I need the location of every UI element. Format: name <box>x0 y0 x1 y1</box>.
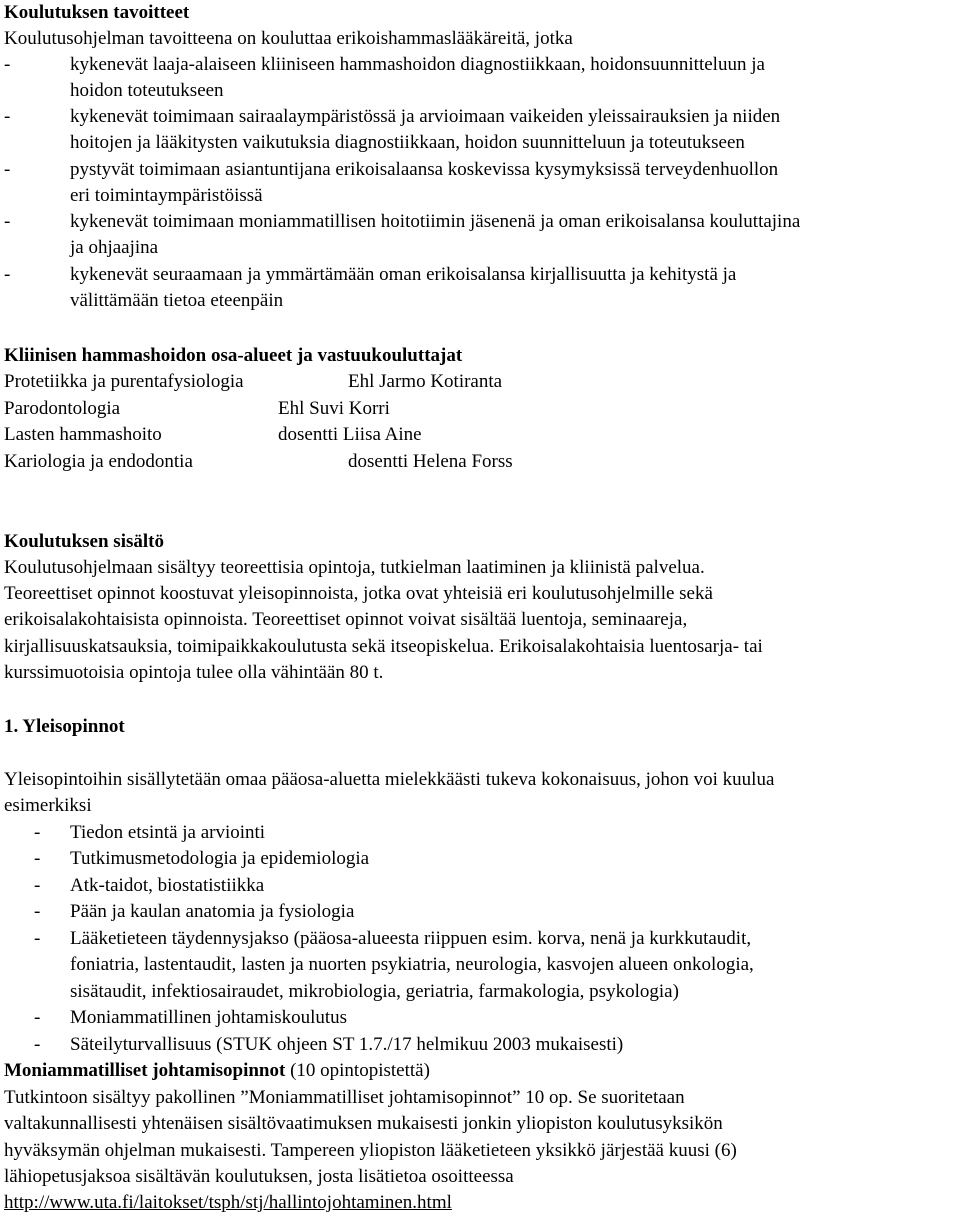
bullet-dash: - <box>4 159 11 180</box>
goal-item-2-line-2: hoitojen ja lääkitysten vaikutuksia diagnostiikkaan, hoidon suunnitteluun ja toteutukseen <box>70 132 745 153</box>
bullet-dash: - <box>4 54 11 75</box>
heading-koulutuksen-tavoitteet: Koulutuksen tavoitteet <box>4 2 190 23</box>
johtamisopinnot-heading <box>4 1058 430 1084</box>
bullet-dash: - <box>4 106 11 127</box>
area-person: Ehl Jarmo Kotiranta <box>348 371 503 392</box>
sisalto-paragraph-line: Koulutusohjelmaan sisältyy teoreettisia opintoja, tutkielman laatiminen ja kliinistä palvelua. <box>4 557 705 578</box>
course-item: Moniammatillinen johtamiskoulutus <box>70 1007 348 1028</box>
goal-item-4-line-2: ja ohjaajina <box>70 237 159 258</box>
uta-link[interactable]: http://www.uta.fi/laitokset/tsph/stj/hallintojohtaminen.html <box>4 1192 452 1213</box>
goal-item-2-line-1: kykenevät toimimaan sairaalaympäristössä ja arvioimaan vaikeiden yleissairauksien ja niiden <box>70 106 781 127</box>
sisalto-paragraph-line: Teoreettiset opinnot koostuvat yleisopinnoista, jotka ovat yhteisiä eri koulutusohjelmille sekä <box>4 583 713 604</box>
course-item: Atk-taidot, biostatistiikka <box>70 875 265 896</box>
bullet-dash: - <box>34 928 41 949</box>
course-item: Pään ja kaulan anatomia ja fysiologia <box>70 901 355 922</box>
bullet-dash: - <box>34 1007 41 1028</box>
goal-item-5-line-2: välittämään tietoa eteenpäin <box>70 290 284 311</box>
bullet-dash: - <box>34 901 41 922</box>
heading-koulutuksen-sisalto: Koulutuksen sisältö <box>4 531 164 552</box>
bullet-dash: - <box>34 1034 41 1055</box>
goal-item-1-line-2: hoidon toteutukseen <box>70 80 224 101</box>
yleisopinnot-intro-line: esimerkiksi <box>4 795 92 816</box>
bullet-dash: - <box>34 822 41 843</box>
johtamisopinnot-title: Moniammatilliset johtamisopinnot <box>4 1060 286 1081</box>
bullet-dash: - <box>34 848 41 869</box>
course-item-line-1: Lääketieteen täydennysjakso (pääosa-alueesta riippuen esim. korva, nenä ja kurkkutaudit, <box>70 928 752 949</box>
johtamisopinnot-paragraph-line: Tutkintoon sisältyy pakollinen ”Moniammatilliset johtamisopinnot” 10 op. Se suoritetaan <box>4 1087 685 1108</box>
area-person: dosentti Liisa Aine <box>278 424 422 445</box>
johtamisopinnot-paragraph-line: hyväksymän ohjelman mukaisesti. Tampereen yliopiston lääketieteen yksikkö järjestää kuusi (6) <box>4 1140 737 1161</box>
sisalto-paragraph-line: kirjallisuuskatsauksia, toimipaikkakoulutusta sekä itseopiskelua. Erikoisalakohtaisia luentosarja- tai <box>4 636 763 657</box>
area-name: Protetiikka ja purentafysiologia <box>4 371 244 392</box>
heading-osa-alueet: Kliinisen hammashoidon osa-alueet ja vastuukouluttajat <box>4 345 463 366</box>
area-name: Kariologia ja endodontia <box>4 451 193 472</box>
tavoitteet-intro: Koulutusohjelman tavoitteena on kouluttaa erikoishammaslääkäreitä, jotka <box>4 28 573 49</box>
goal-item-3-line-2: eri toimintaympäristöissä <box>70 185 263 206</box>
area-name: Lasten hammashoito <box>4 424 162 445</box>
course-item: Tutkimusmetodologia ja epidemiologia <box>70 848 370 869</box>
sisalto-paragraph-line: kurssimuotoisia opintoja tulee olla vähintään 80 t. <box>4 662 384 683</box>
course-item-line-3: sisätaudit, infektiosairaudet, mikrobiologia, geriatria, farmakologia, psykologia) <box>70 981 679 1002</box>
goal-item-4-line-1: kykenevät toimimaan moniammatillisen hoitotiimin jäsenenä ja oman erikoisalansa kouluttajina <box>70 211 801 232</box>
bullet-dash: - <box>34 875 41 896</box>
goal-item-5-line-1: kykenevät seuraamaan ja ymmärtämään oman erikoisalansa kirjallisuutta ja kehitystä ja <box>70 264 737 285</box>
yleisopinnot-intro-line: Yleisopintoihin sisällytetään omaa pääosa-aluetta mielekkäästi tukeva kokonaisuus, johon voi kuulua <box>4 769 775 790</box>
area-name: Parodontologia <box>4 398 121 419</box>
area-person: dosentti Helena Forss <box>348 451 513 472</box>
johtamisopinnot-paragraph-line: lähiopetusjaksoa sisältävän koulutuksen, josta lisätietoa osoitteessa <box>4 1166 514 1187</box>
area-person: Ehl Suvi Korri <box>278 398 390 419</box>
goal-item-1-line-1: kykenevät laaja-alaiseen kliiniseen hammashoidon diagnostiikkaan, hoidonsuunnitteluun ja <box>70 54 765 75</box>
bullet-dash: - <box>4 264 11 285</box>
johtamisopinnot-paragraph-line: valtakunnallisesti yhtenäisen sisältövaatimuksen mukaisesti jonkin yliopiston koulutusyksikön <box>4 1113 723 1134</box>
course-item-line-2: foniatria, lastentaudit, lasten ja nuorten psykiatria, neurologia, kasvojen alueen onkologia, <box>70 954 754 975</box>
heading-yleisopinnot: 1. Yleisopinnot <box>4 716 125 737</box>
goal-item-3-line-1: pystyvät toimimaan asiantuntijana erikoisalaansa koskevissa kysymyksissä terveydenhuollon <box>70 159 779 180</box>
course-item: Säteilyturvallisuus (STUK ohjeen ST 1.7./17 helmikuu 2003 mukaisesti) <box>70 1034 624 1055</box>
sisalto-paragraph-line: erikoisalakohtaisista opinnoista. Teoreettiset opinnot voivat sisältää luentoja, seminaareja, <box>4 609 688 630</box>
uta-link-row <box>4 1190 452 1216</box>
course-item: Tiedon etsintä ja arviointi <box>70 822 266 843</box>
johtamisopinnot-credits: (10 opintopistettä) <box>285 1060 430 1081</box>
bullet-dash: - <box>4 211 11 232</box>
